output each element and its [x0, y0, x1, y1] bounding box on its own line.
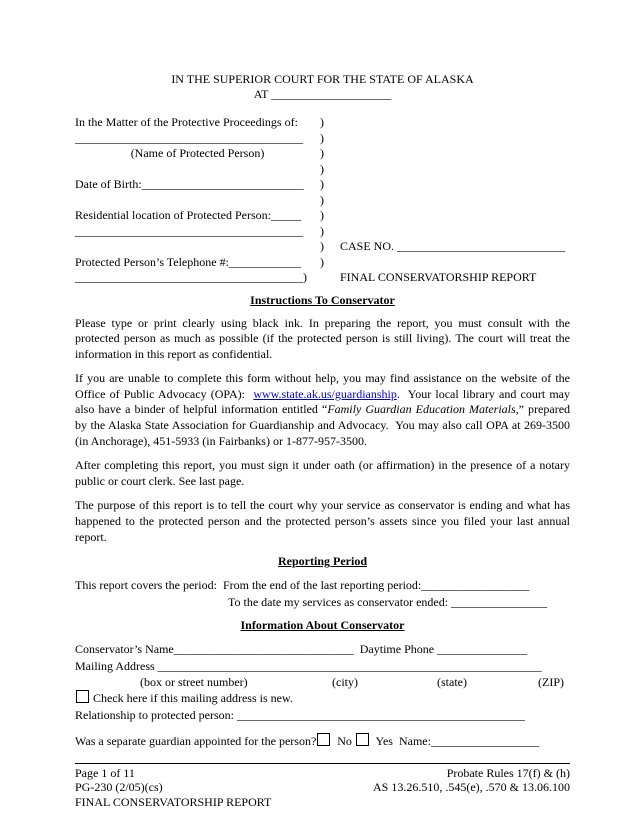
caption-closing-line: ______________________________________) — [75, 270, 307, 284]
telephone-field: Protected Person’s Telephone #:____________ — [75, 254, 301, 269]
residential-location-field: Residential location of Protected Person:_____ — [75, 208, 301, 222]
caption-paren: ) — [320, 115, 324, 129]
instructions-paragraph-4: The purpose of this report is to tell the court why your service as conservator is ending and what has happened to the protected person and the protected person’s assets since you filed your last annual report. — [75, 498, 570, 544]
guardian-no-checkbox[interactable] — [317, 733, 330, 746]
caption-paren: ) — [320, 223, 324, 238]
caption-right-text — [340, 146, 570, 162]
instructions-heading: Instructions To Conservator — [250, 292, 395, 307]
caption-right-text — [340, 255, 570, 271]
caption-row — [75, 239, 570, 255]
caption-row — [75, 162, 570, 178]
separate-guardian-line — [75, 733, 570, 750]
mailing-address-label: Mailing Address — [75, 659, 158, 674]
protected-person-name-caption: (Name of Protected Person) — [130, 146, 265, 160]
p2-text-3: ” prepared by the Alaska State Association for Guardianship and Advocacy. You may also call OPA at 269-3500 (in Anchorage), 451-5933 (in Fairbanks) or 1-877-957-3500. — [75, 402, 574, 448]
guardian-no-label: No — [334, 734, 355, 749]
caption-right-text — [340, 208, 570, 224]
reporting-from-field: __________________ — [421, 578, 530, 593]
probate-rules-reference: Probate Rules 17(f) & (h) — [446, 765, 570, 780]
caption-right-text — [340, 115, 570, 131]
caption-blank-left — [75, 162, 320, 178]
guardian-name-field: __________________ — [430, 734, 539, 749]
court-title: IN THE SUPERIOR COURT FOR THE STATE OF ALASKA — [171, 72, 474, 86]
separate-guardian-question: Was a separate guardian appointed for the person? — [75, 734, 317, 749]
conservator-info-heading: Information About Conservator — [240, 618, 405, 633]
p2-publication-title: Family Guardian Education Materials, — [327, 402, 519, 417]
reporting-from-label: This report covers the period: From the end of the last reporting period: — [75, 578, 422, 593]
report-title: FINAL CONSERVATORSHIP REPORT — [340, 270, 537, 284]
caption-matter-label: In the Matter of the Protective Proceedings of: — [75, 115, 298, 129]
mailing-address-field: ________________________________________________________________ — [157, 659, 542, 674]
caption-row — [75, 255, 570, 271]
form-title: FINAL CONSERVATORSHIP REPORT — [75, 794, 272, 809]
page-footer — [75, 763, 570, 810]
caption-paren: ) — [320, 192, 324, 207]
p2-text-1: If you are unable to complete this form without help, you may find assistance on the website of the Office of Public Advocacy (OPA): — [75, 371, 573, 401]
daytime-phone-field: _______________ — [437, 642, 528, 657]
mailing-address-line — [75, 658, 570, 675]
caption-row — [75, 193, 570, 209]
city-sublabel: (city) — [332, 675, 358, 690]
opa-website-link[interactable]: www.state.ak.us/guardianship — [253, 386, 397, 401]
date-of-birth-field: Date of Birth:___________________________ — [75, 177, 304, 191]
caption-right-text — [340, 131, 570, 147]
instructions-paragraph-2 — [75, 371, 574, 449]
caption-right-text — [340, 162, 570, 178]
caption-paren: ) — [320, 239, 324, 253]
caption-paren: ) — [320, 254, 324, 269]
state-sublabel: (state) — [437, 675, 467, 690]
footer-left-block — [75, 766, 271, 810]
caption-paren: ) — [320, 130, 324, 145]
caption-row — [75, 224, 570, 240]
caption-row — [75, 146, 570, 162]
caption-row — [75, 177, 570, 193]
new-address-checkbox[interactable] — [76, 690, 89, 703]
caption-paren: ) — [320, 208, 324, 222]
caption-row — [75, 131, 570, 147]
p2-text-2: . Your local library and court may also have a binder of helpful information entitled “ — [75, 386, 574, 417]
reporting-period-to-line — [228, 594, 570, 611]
caption-paren-space — [320, 270, 340, 286]
reporting-period-heading: Reporting Period — [278, 554, 367, 569]
protected-person-name-field: ______________________________________ — [75, 130, 303, 145]
caption-row — [75, 208, 570, 224]
relationship-line — [75, 707, 570, 724]
new-address-line — [75, 690, 570, 707]
residential-location-field-line-2: ______________________________________ — [75, 223, 303, 238]
relationship-field: ________________________________________________ — [236, 708, 525, 723]
caption-paren: ) — [320, 146, 324, 160]
case-caption — [75, 115, 570, 286]
caption-blank-left — [75, 193, 320, 209]
court-location-line: AT ____________________ — [253, 87, 392, 101]
reporting-to-label: To the date my services as conservator ended: — [228, 595, 452, 610]
daytime-phone-label: Daytime Phone — [353, 642, 438, 657]
new-address-label: Check here if this mailing address is new. — [93, 691, 293, 706]
caption-right-text — [340, 224, 570, 240]
statute-reference: AS 13.26.510, .545(e), .570 & 13.06.100 — [373, 780, 570, 794]
caption-row — [75, 270, 570, 286]
caption-row — [75, 115, 570, 131]
caption-right-text — [340, 193, 570, 209]
guardian-yes-checkbox[interactable] — [356, 733, 369, 746]
address-sublabels-row — [75, 675, 570, 690]
footer-right-block — [373, 766, 570, 810]
caption-paren: ) — [320, 177, 324, 191]
instructions-paragraph-1: Please type or print clearly using black ink. In preparing the report, you must consult with the protected person as much as possible (if the protected person is still living). The court will treat the information in this report as confidential. — [75, 315, 570, 361]
box-or-street-sublabel: (box or street number) — [140, 675, 248, 690]
caption-blank-left — [75, 239, 320, 255]
form-number: PG-230 (2/05)(cs) — [75, 780, 163, 794]
reporting-period-from-line — [75, 577, 570, 594]
reporting-to-field: ________________ — [451, 595, 548, 610]
guardian-yes-label: Yes Name: — [372, 734, 431, 749]
conservator-name-field: ______________________________ — [173, 642, 354, 657]
instructions-paragraph-3: After completing this report, you must sign it under oath (or affirmation) in the presence of a notary public or court clerk. See last page. — [75, 458, 570, 488]
spacer — [75, 724, 570, 733]
relationship-label: Relationship to protected person: — [75, 708, 237, 723]
caption-paren: ) — [320, 161, 324, 176]
case-number-label: CASE NO. ____________________________ — [340, 239, 566, 253]
conservator-name-line — [75, 641, 570, 658]
conservator-name-label: Conservator’s Name — [75, 642, 174, 657]
page-number: Page 1 of 11 — [75, 765, 135, 780]
caption-right-text — [340, 177, 570, 193]
zip-sublabel: (ZIP) — [538, 675, 564, 690]
